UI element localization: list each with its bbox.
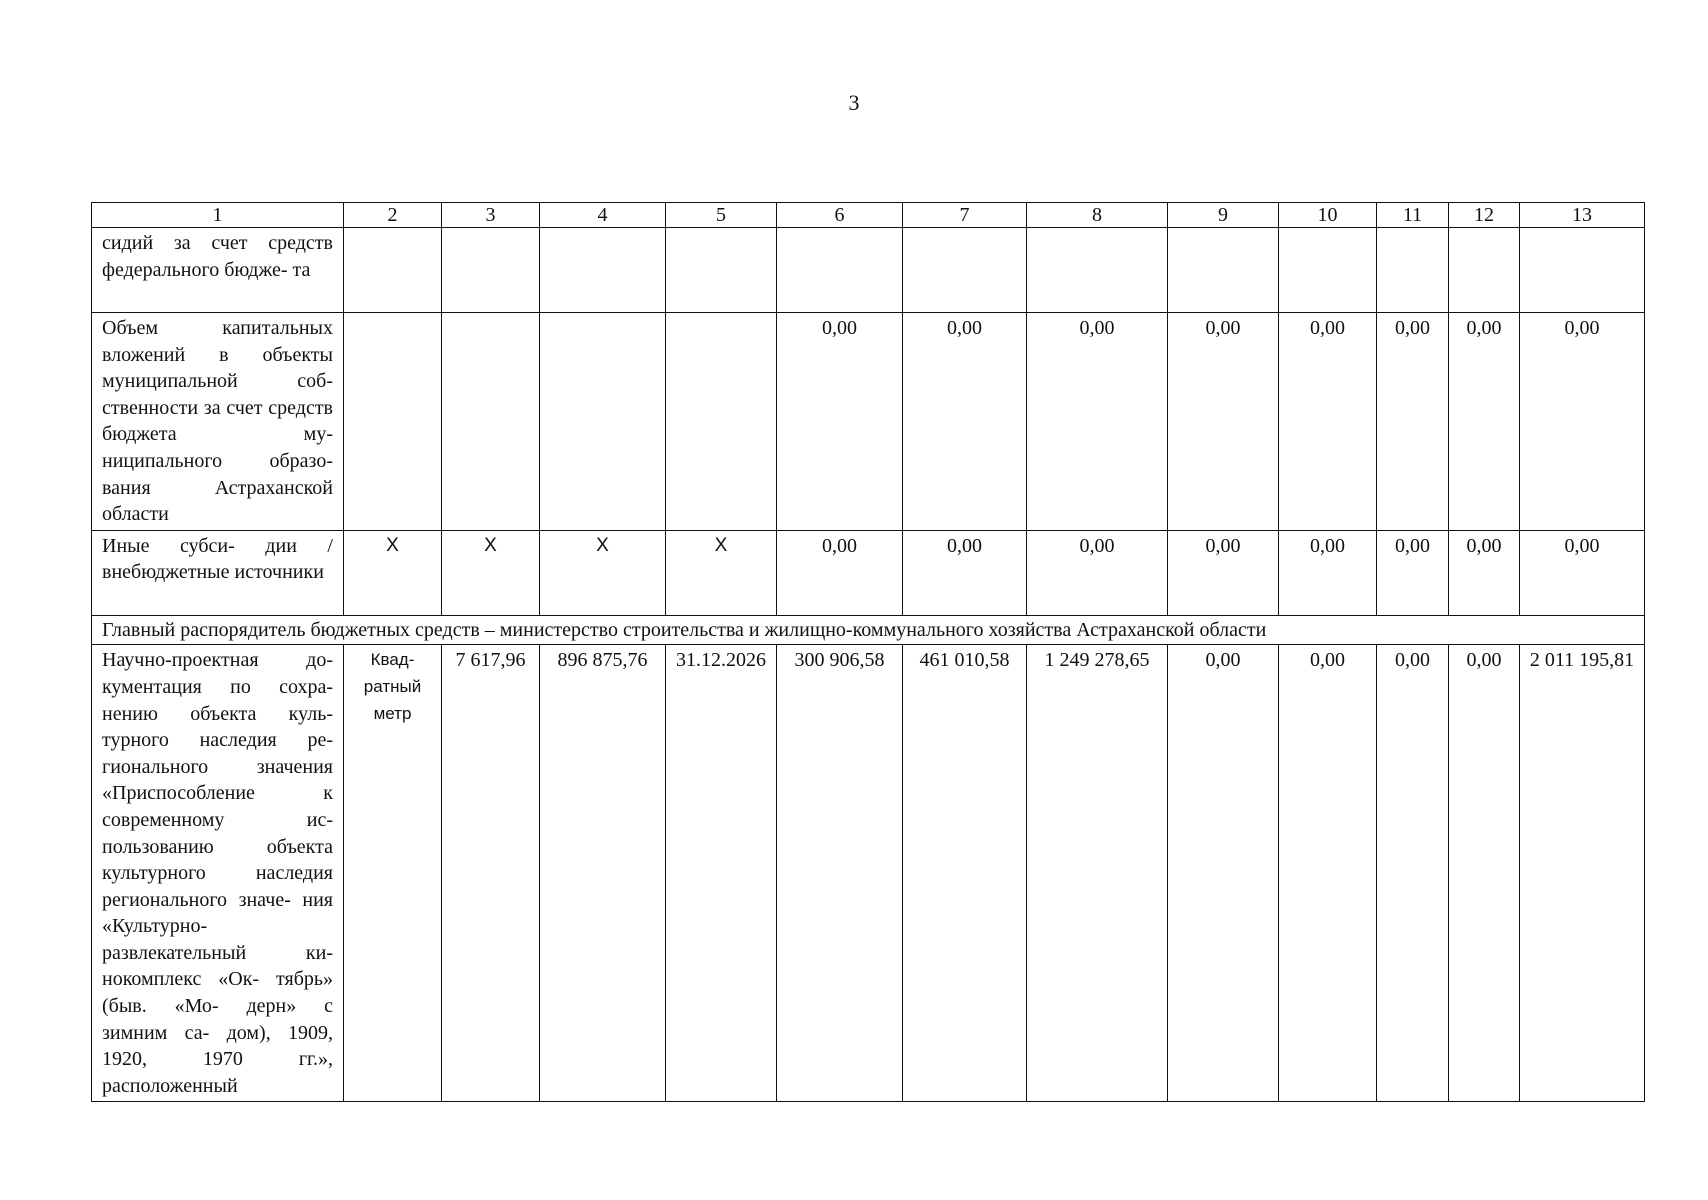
table-cell: X xyxy=(666,530,777,615)
table-cell: 0,00 xyxy=(1449,530,1520,615)
column-header: 9 xyxy=(1168,203,1279,228)
table-row xyxy=(92,313,1645,531)
table-cell: 0,00 xyxy=(903,530,1027,615)
table-cell xyxy=(666,228,777,313)
table-cell xyxy=(442,313,540,531)
column-header: 4 xyxy=(540,203,666,228)
table-cell: 0,00 xyxy=(1449,313,1520,531)
table-cell xyxy=(903,228,1027,313)
table-cell: 0,00 xyxy=(1168,645,1279,1102)
table-cell xyxy=(344,228,442,313)
table-cell: X xyxy=(344,530,442,615)
table-cell xyxy=(1449,228,1520,313)
column-header: 6 xyxy=(777,203,903,228)
table-cell xyxy=(1168,228,1279,313)
column-header: 5 xyxy=(666,203,777,228)
column-header: 1 xyxy=(92,203,344,228)
table-row xyxy=(92,228,1645,313)
row-label: Объем капитальных вложений в объекты муниципальной соб- ственности за счет средств бюджета му- ниципального образо- вания Астраханской области xyxy=(92,313,344,531)
table-cell: 0,00 xyxy=(1377,530,1449,615)
table-cell: 0,00 xyxy=(1279,313,1377,531)
table-cell: 0,00 xyxy=(1449,645,1520,1102)
column-header: 7 xyxy=(903,203,1027,228)
column-header: 11 xyxy=(1377,203,1449,228)
table-cell xyxy=(666,313,777,531)
table-cell: 7 617,96 xyxy=(442,645,540,1102)
column-header: 3 xyxy=(442,203,540,228)
table-cell: 0,00 xyxy=(1027,313,1168,531)
table-cell: 0,00 xyxy=(1377,313,1449,531)
section-row xyxy=(92,615,1645,645)
table-cell: Квад- ратный метр xyxy=(344,645,442,1102)
table-cell: 0,00 xyxy=(777,313,903,531)
table-row xyxy=(92,530,1645,615)
column-header: 10 xyxy=(1279,203,1377,228)
row-label: сидий за счет средств федерального бюдже- та xyxy=(92,228,344,313)
section-heading: Главный распорядитель бюджетных средств – министерство строительства и жилищно-коммунального хозяйства Астраханской области xyxy=(92,615,1645,645)
table-cell: 300 906,58 xyxy=(777,645,903,1102)
header-row xyxy=(92,203,1645,228)
row-label: Иные субси- дии / внебюджетные источники xyxy=(92,530,344,615)
column-header: 8 xyxy=(1027,203,1168,228)
table-cell xyxy=(1520,228,1645,313)
table-cell: 0,00 xyxy=(1168,313,1279,531)
table-cell xyxy=(1027,228,1168,313)
table-cell: X xyxy=(442,530,540,615)
table-row xyxy=(92,645,1645,1102)
table-cell: 0,00 xyxy=(777,530,903,615)
table-cell: 461 010,58 xyxy=(903,645,1027,1102)
table-cell xyxy=(344,313,442,531)
table-cell: 0,00 xyxy=(1377,645,1449,1102)
table-cell: 896 875,76 xyxy=(540,645,666,1102)
row-label: Научно-проектная до- кументация по сохра- нению объекта куль- турного наследия ре- гионального значения «Приспособление к современному ис- пользованию объекта культурного наследия регионального значе- ния «Культурно- развлекательный ки- нокомплекс «Ок- тябрь» (быв. «Мо- дерн» с зимним са- дом), 1909, 1920, 1970 гг.», расположенный xyxy=(92,645,344,1102)
table-cell: 0,00 xyxy=(1279,530,1377,615)
column-header: 13 xyxy=(1520,203,1645,228)
table-cell xyxy=(777,228,903,313)
table-cell: 0,00 xyxy=(1520,313,1645,531)
page-number: 3 xyxy=(848,90,860,115)
budget-table xyxy=(91,202,1645,1102)
column-header: 12 xyxy=(1449,203,1520,228)
table-cell: 0,00 xyxy=(1279,645,1377,1102)
table-cell xyxy=(1377,228,1449,313)
table-cell: 2 011 195,81 xyxy=(1520,645,1645,1102)
table-cell: X xyxy=(540,530,666,615)
table-cell: 0,00 xyxy=(1027,530,1168,615)
table-cell xyxy=(540,228,666,313)
table-cell xyxy=(540,313,666,531)
table-cell: 31.12.2026 xyxy=(666,645,777,1102)
column-header: 2 xyxy=(344,203,442,228)
table-cell: 0,00 xyxy=(1168,530,1279,615)
table-cell xyxy=(442,228,540,313)
table-cell xyxy=(1279,228,1377,313)
table-cell: 0,00 xyxy=(903,313,1027,531)
table-cell: 1 249 278,65 xyxy=(1027,645,1168,1102)
table-cell: 0,00 xyxy=(1520,530,1645,615)
